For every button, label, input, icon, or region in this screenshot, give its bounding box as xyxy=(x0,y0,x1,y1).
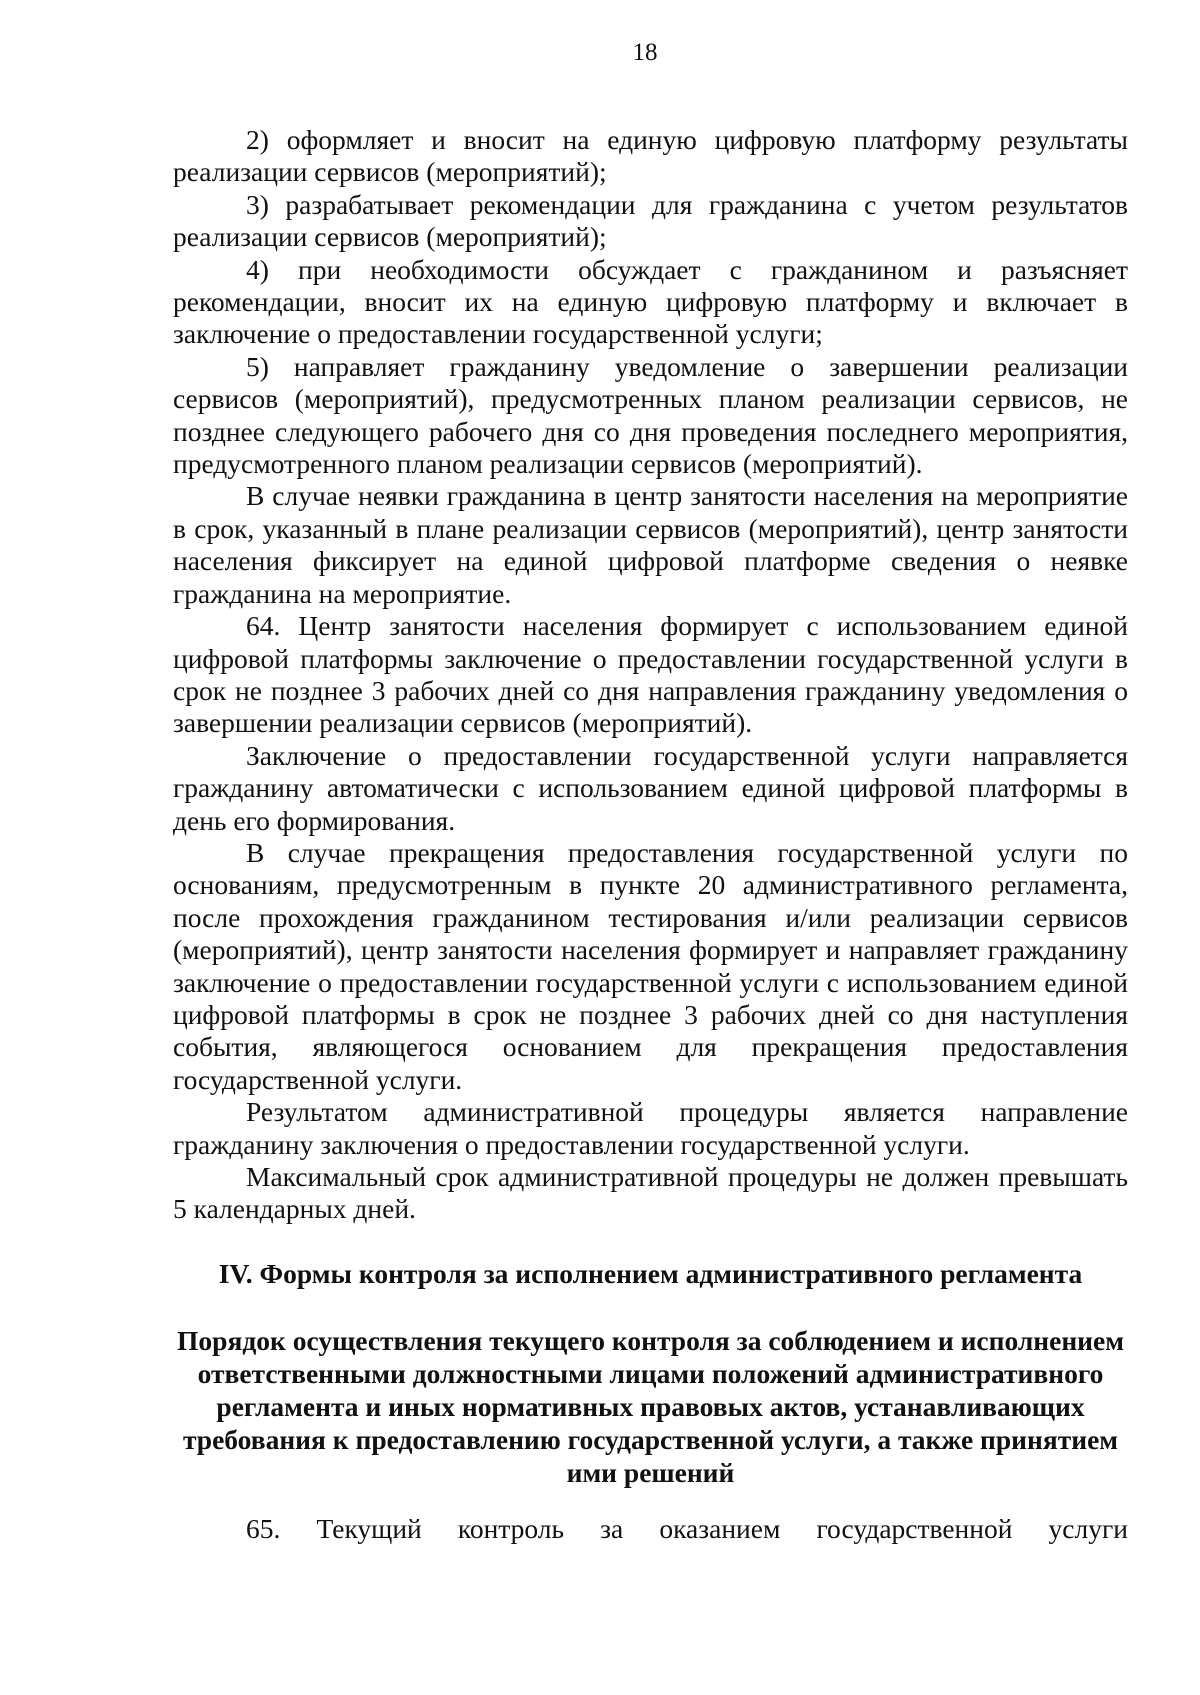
paragraph-item-3: 3) разрабатывает рекомендации для гражданина с учетом результатов реализации сервисов (мероприятий); xyxy=(173,188,1128,253)
paragraph-no-show: В случае неявки гражданина в центр занятости населения на мероприятие в срок, указанный в плане реализации сервисов (мероприятий), центр занятости населения фиксирует на единой цифровой платформе сведения о неявке гражданина на мероприятие. xyxy=(173,480,1128,609)
section-heading: IV. Формы контроля за исполнением административного регламента xyxy=(218,1258,1083,1289)
page-number: 18 xyxy=(632,39,658,66)
paragraph-max-term: Максимальный срок административной процедуры не должен превышать 5 календарных дней. xyxy=(173,1161,1128,1225)
paragraph-item-4: 4) при необходимости обсуждает с гражданином и разъясняет рекомендации, вносит их на единую цифровую платформу и включает в заключение о предоставлении государственной услуги; xyxy=(173,253,1128,350)
sub-heading: Порядок осуществления текущего контроля за соблюдением и исполнением ответственными должностными лицами положений административного регламента и иных нормативных правовых актов, устанавливающих требования к предоставлению государственной услуги, а также принятием ими решений xyxy=(177,1325,1124,1488)
paragraph-item-2: 2) оформляет и вносит на единую цифровую платформу результаты реализации сервисов (мероприятий); xyxy=(173,124,1128,188)
document-body xyxy=(173,124,1128,1226)
paragraph-result: Результатом административной процедуры является направление гражданину заключения о предоставлении государственной услуги. xyxy=(173,1096,1128,1160)
paragraph-64: 64. Центр занятости населения формирует с использованием единой цифровой платформы заключение о предоставлении государственной услуги в срок не позднее 3 рабочих дней со дня направления гражданину уведомления о завершении реализации сервисов (мероприятий). xyxy=(173,610,1128,739)
paragraph-termination: В случае прекращения предоставления государственной услуги по основаниям, предусмотренным в пункте 20 административного регламента, после прохождения гражданином тестирования и/или реализации сервисов (мероприятий), центр занятости населения формирует и направляет гражданину заключение о предоставлении государственной услуги с использованием единой цифровой платформы в срок не позднее 3 рабочих дней со дня наступления события, являющегося основанием для прекращения предоставления государственной услуги. xyxy=(173,836,1128,1095)
paragraph-conclusion-sent: Заключение о предоставлении государственной услуги направляется гражданину автоматически с использованием единой цифровой платформы в день его формирования. xyxy=(173,739,1128,836)
paragraph-item-5: 5) направляет гражданину уведомление о завершении реализации сервисов (мероприятий), предусмотренных планом реализации сервисов, не позднее следующего рабочего дня со дня проведения последнего мероприятия, предусмотренного планом реализации сервисов (мероприятий). xyxy=(173,350,1128,480)
paragraph-65: 65. Текущий контроль за оказанием государственной услуги xyxy=(246,1513,1128,1544)
